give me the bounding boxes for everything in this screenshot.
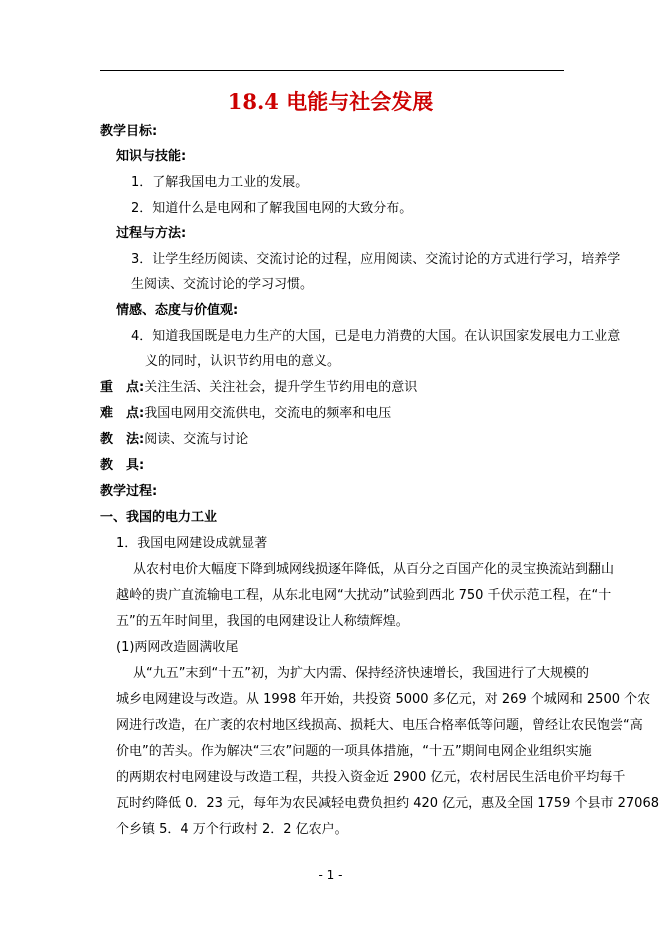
- section-title: 一、我国的电力工业: [100, 510, 218, 525]
- paragraph-line: 个乡镇 5．4 万个行政村 2．2 亿农户。: [116, 822, 348, 837]
- paragraph-line: 越岭的贵广直流输电工程，从东北电网“大扰动”试验到西北 750 千伏示范工程，在“十: [116, 588, 612, 603]
- knowledge-heading: 知识与技能:: [116, 149, 187, 164]
- paragraph-line: 的两期农村电网建设与改造工程，共投入资金近 2900 亿元，农村居民生活电价平均每千: [116, 770, 626, 785]
- difficulty-row: [100, 406, 391, 422]
- page-number: - 1 -: [318, 868, 343, 882]
- difficulty-label: 难 点:: [100, 406, 145, 421]
- emotion-heading: 情感、态度与价值观:: [116, 303, 239, 318]
- paragraph-line: 从“九五”末到“十五”初，为扩大内需、保持经济快速增长，我国进行了大规模的: [133, 666, 589, 681]
- subsection-title: 1．我国电网建设成就显著: [116, 536, 268, 551]
- process-item-line: 3．让学生经历阅读、交流讨论的过程，应用阅读、交流讨论的方式进行学习，培养学: [131, 252, 621, 267]
- emotion-item-line: 义的同时，认识节约用电的意义。: [145, 354, 341, 369]
- paragraph-line: 瓦时约降低 0．23 元，每年为农民减轻电费负担约 420 亿元，惠及全国 1759 个县市 27068: [116, 796, 659, 811]
- knowledge-item: 2．知道什么是电网和了解我国电网的大致分布。: [131, 201, 413, 216]
- page-title: 18.4 电能与社会发展: [227, 89, 434, 114]
- item-title: (1)两网改造圆满收尾: [116, 640, 239, 655]
- tools-label: 教 具:: [100, 458, 145, 473]
- key-point-text: 关注生活、关注社会，提升学生节约用电的意识: [144, 380, 418, 395]
- process-item-line: 生阅读、交流讨论的学习习惯。: [131, 277, 314, 292]
- paragraph-line: 网进行改造，在广袤的农村地区线损高、损耗大、电压合格率低等问题，曾经让农民饱尝“高: [116, 718, 643, 733]
- key-point-label: 重 点:: [100, 380, 145, 395]
- knowledge-item: 1．了解我国电力工业的发展。: [131, 175, 309, 190]
- paragraph-line: 从农村电价大幅度下降到城网线损逐年降低，从百分之百国产化的灵宝换流站到翻山: [133, 562, 615, 577]
- emotion-item-line: 4．知道我国既是电力生产的大国，已是电力消费的大国。在认识国家发展电力工业意: [131, 329, 621, 344]
- paragraph-line: 五”的五年时间里，我国的电网建设让人称绩辉煌。: [116, 614, 409, 629]
- paragraph-line: 城乡电网建设与改造。从 1998 年开始，共投资 5000 多亿元，对 269 个城网和 2500 个农: [116, 692, 651, 707]
- key-point-row: [100, 380, 417, 396]
- method-text: 阅读、交流与讨论: [144, 432, 249, 447]
- difficulty-text: 我国电网用交流供电，交流电的频率和电压: [144, 406, 392, 421]
- header-rule: [100, 70, 564, 71]
- process-heading: 过程与方法:: [116, 226, 187, 241]
- teaching-process-title: 教学过程:: [100, 484, 158, 499]
- objectives-heading: 教学目标:: [100, 124, 158, 139]
- method-row: [100, 432, 248, 448]
- paragraph-line: 价电”的苦头。作为解决“三农”问题的一项具体措施，“十五”期间电网企业组织实施: [116, 744, 592, 759]
- method-label: 教 法:: [100, 432, 145, 447]
